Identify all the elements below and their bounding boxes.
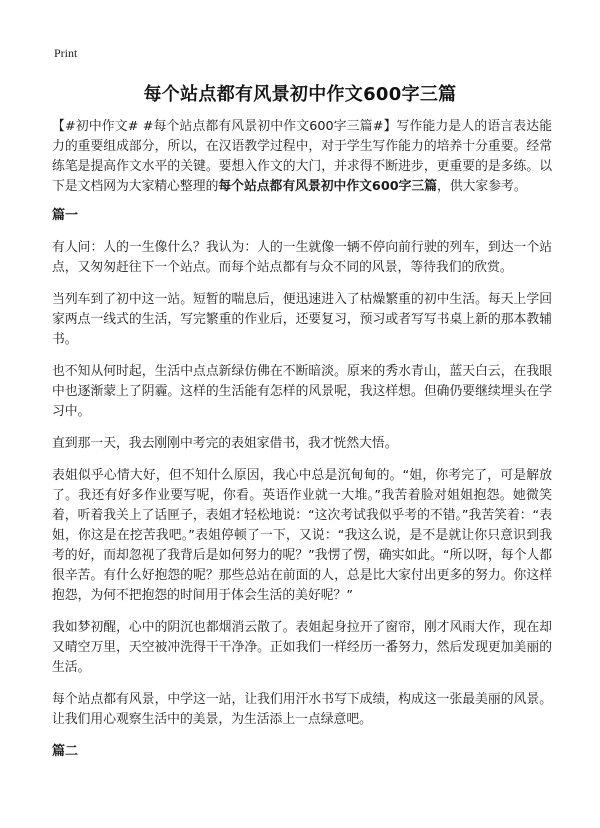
- document-body: [52, 117, 552, 774]
- section-1-paragraph: 直到那一天，我去刚刚中考完的表姐家借书，我才恍然大悟。: [52, 436, 398, 451]
- section-heading-1: 篇一: [52, 208, 79, 223]
- intro-paragraph: [52, 117, 552, 197]
- section-1-paragraph: 当列车到了初中这一站。短暂的喘息后，便迅速进入了枯燥繁重的初中生活。每天上学回家两点一线式的生活，写完繁重的作业后，还要复习，预习或者写写书桌上新的那本教辅书。: [52, 292, 552, 347]
- section-heading-2: 篇二: [52, 744, 79, 759]
- section-1-paragraph: 也不知从何时起，生活中点点新绿仿佛在不断暗淡。原来的秀水青山，蓝天白云，在我眼中也逐渐蒙上了阴霾。这样的生活能有怎样的风景呢，我这样想。但确仍要继续埋头在学习中。: [52, 364, 552, 419]
- intro-text-end: ，供大家参考。: [437, 179, 527, 194]
- intro-bold-title: 每个站点都有风景初中作文600字三篇: [218, 179, 438, 194]
- section-1-paragraph: 有人问：人的一生像什么？我认为：人的一生就像一辆不停向前行驶的列车，到达一个站点，又匆匆赶往下一个站点。而每个站点都有与众不同的风景，等待我们的欣赏。: [52, 240, 552, 275]
- print-label: Print: [54, 46, 78, 60]
- section-1-paragraph: 表姐似乎心情大好，但不知什么原因，我心中总是沉甸甸的。“姐，你考完了，可是解放了。我还有好多作业要写呢，你看。英语作业就一大堆。”我苦着脸对姐姐抱怨。她微笑着，听着我关上了话匣子，表姐才轻松地说：“这次考试我似乎考的不错。”我苦笑着：“表姐，你这是在挖苦我吧。”表姐停顿了一下，又说：“我这么说，是不是就让你只意识到我考的好，而却忽视了我背后是如何努力的呢？”我愣了愣，确实如此。“所以呀，每个人都很辛苦。有什么好抱怨的呢？那些总站在前面的人，总是比大家付出更多的努力。你这样抱怨，为何不把抱怨的时间用于体会生活的美好呢？”: [52, 468, 552, 603]
- page-title: 每个站点都有风景初中作文600字三篇: [143, 84, 457, 105]
- section-1-paragraph: 我如梦初醒，心中的阴沉也都烟消云散了。表姐起身拉开了窗帘，刚才风雨大作，现在却又晴空万里，天空被冲洗得干干净净。正如我们一样经历一番努力，然后发现更加美丽的生活。: [52, 620, 552, 675]
- intro-text-start: 【#初中作文# #每个站点都有风景初中作文600字三篇#】写作能力是人的语言表达能力的重要组成部分，所以，在汉语教学过程中，对于学生写作能力的培养十分重要。经常练笔是提高作文水平的关键。要想入作文的大门，并求得不断进步，更重要的是多练。以下是文档网为大家精心整理的: [52, 119, 552, 194]
- section-1-paragraph: 每个站点都有风景，中学这一站，让我们用汗水书写下成绩，构成这一张最美丽的风景。让我们用心观察生活中的美景，为生活添上一点绿意吧。: [52, 692, 552, 727]
